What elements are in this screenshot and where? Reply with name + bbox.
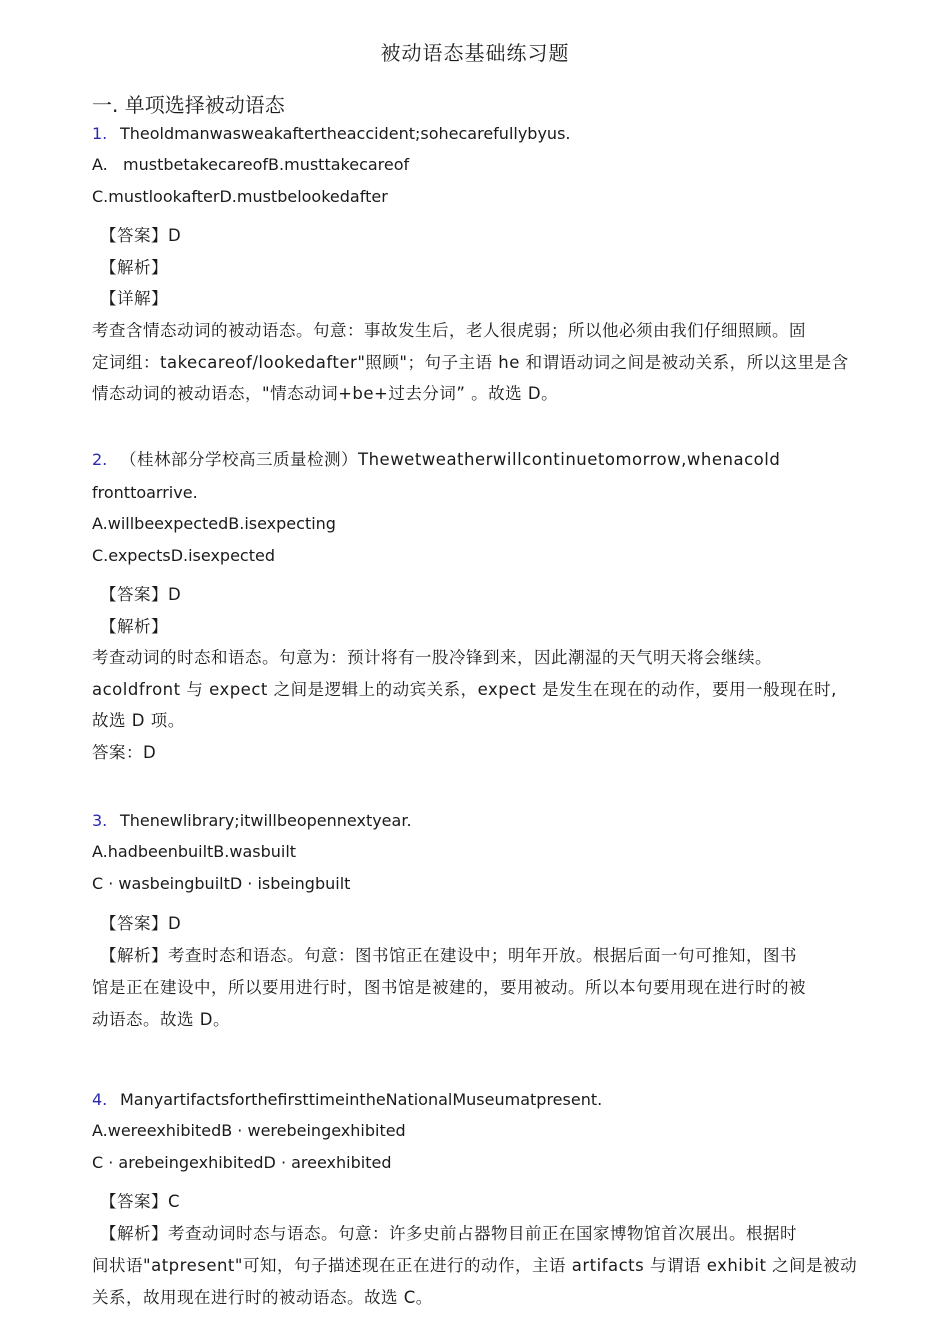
answer-line: 【答案】D bbox=[100, 914, 182, 933]
explanation-line: 考查含情态动词的被动语态。句意：事故发生后，老人很虎弱；所以他必须由我们仔细照顾。固 bbox=[92, 321, 806, 340]
option-line: A.hadbeenbuiltB.wasbuilt bbox=[92, 842, 297, 861]
explanation-line: 【解析】考查时态和语态。句意：图书馆正在建设中；明年开放。根据后面一句可推知，图书 bbox=[100, 946, 797, 965]
option-line: C · wasbeingbuiltD · isbeingbuilt bbox=[92, 874, 351, 893]
section-title: 一. 单项选择被动语态 bbox=[92, 93, 285, 117]
explanation-line: 答案：D bbox=[92, 743, 157, 762]
explanation-line: 【解析】考查动词时态与语态。句意：许多史前占器物目前正在国家博物馆首次展出。根据时 bbox=[100, 1224, 797, 1243]
question-stem: Theoldmanwasweakaftertheaccident;sohecarefullybyus. bbox=[120, 124, 571, 143]
detail-label: 【详解】 bbox=[100, 289, 168, 308]
explanation-line: 情态动词的被动语态，"情态动词+be+过去分词” 。故选 D。 bbox=[92, 384, 559, 403]
question-number: 2. bbox=[92, 450, 108, 469]
answer-line: 【答案】C bbox=[100, 1192, 181, 1211]
analysis-label: 【解析】 bbox=[100, 617, 168, 636]
explanation-line: acoldfront 与 expect 之间是逻辑上的动宾关系，expect 是发生在现在的动作，要用一般现在时, bbox=[92, 680, 837, 699]
analysis-label: 【解析】 bbox=[100, 258, 168, 277]
document-title: 被动语态基础练习题 bbox=[380, 41, 570, 65]
explanation-line: 考查动词的时态和语态。句意为：预计将有一股冷锋到来，因此潮湿的天气明天将会继续。 bbox=[92, 648, 772, 667]
answer-line: 【答案】D bbox=[100, 226, 182, 245]
option-line: C.mustlookafterD.mustbelookedafter bbox=[92, 187, 388, 206]
explanation-line: 馆是正在建设中，所以要用进行时，图书馆是被建的，要用被动。所以本句要用现在进行时的被 bbox=[92, 978, 806, 997]
question-number: 4. bbox=[92, 1090, 108, 1109]
option-line: A.wereexhibitedB · werebeingexhibited bbox=[92, 1121, 406, 1140]
question-number: 1. bbox=[92, 124, 108, 143]
explanation-line: 间状语"atpresent"可知，句子描述现在正在进行的动作，主语 artifacts 与谓语 exhibit 之间是被动 bbox=[92, 1256, 858, 1275]
option-line: C · arebeingexhibitedD · areexhibited bbox=[92, 1153, 392, 1172]
question-stem: Thenewlibrary;itwillbeopennextyear. bbox=[120, 811, 412, 830]
option-line: A. mustbetakecareofB.musttakecareof bbox=[92, 155, 410, 174]
explanation-line: 定词组：takecareof/lookedafter"照顾"；句子主语 he 和谓语动词之间是被动关系，所以这里是含 bbox=[92, 353, 849, 372]
question-stem: ManyartifactsforthefirsttimeintheNationalMuseumatpresent. bbox=[120, 1090, 603, 1109]
option-line: C.expectsD.isexpected bbox=[92, 546, 275, 565]
explanation-line: 故选 D 项。 bbox=[92, 711, 185, 730]
question-stem: （桂林部分学校高三质量检测）Thewetweatherwillcontinuetomorrow,whenacold bbox=[120, 450, 781, 469]
answer-line: 【答案】D bbox=[100, 585, 182, 604]
question-number: 3. bbox=[92, 811, 108, 830]
explanation-line: 关系，故用现在进行时的被动语态。故选 C。 bbox=[92, 1288, 433, 1307]
question-stem-continued: fronttoarrive. bbox=[92, 483, 198, 502]
explanation-line: 动语态。故选 D。 bbox=[92, 1010, 230, 1029]
option-line: A.willbeexpectedB.isexpecting bbox=[92, 514, 336, 533]
